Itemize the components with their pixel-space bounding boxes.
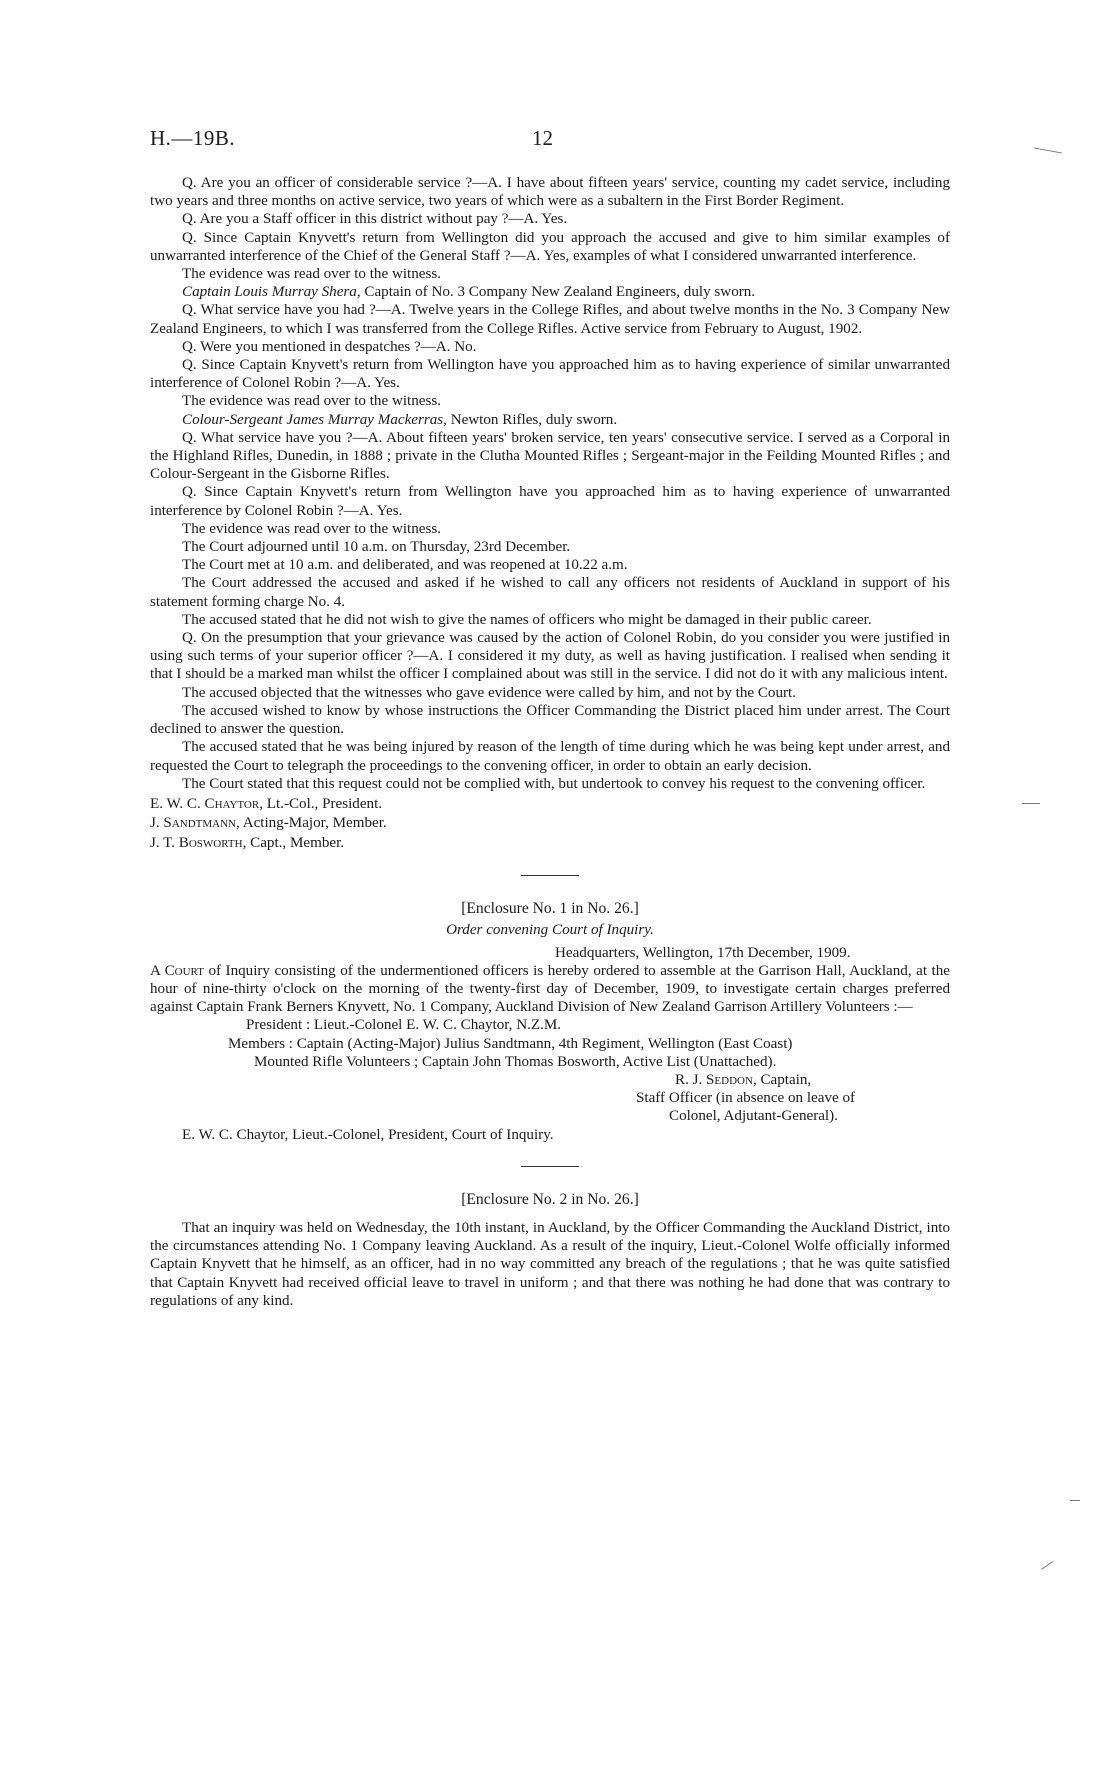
paragraph: The evidence was read over to the witness.	[182, 393, 442, 410]
page-number: 12	[532, 126, 553, 150]
order-signature: R. J. Seddon, Captain,	[675, 1071, 812, 1088]
witness-sworn-line	[150, 411, 950, 429]
witness-sworn-line	[150, 283, 950, 301]
paragraph: The Court addressed the accused and asked if he wished to call any officers not residents of Auckland in support of his statement forming charge No. 4.	[150, 575, 950, 610]
order-text: A Court of Inquiry consisting of the undermentioned officers is hereby ordered to assemble at the Garrison Hall, Auckland, at the hour of nine-thirty o'clock on the morning of the twenty-first day of December, 1909, to investigate certain charges preferred against Captain Frank Berners Knyvett, No. 1 Company, Auckland Division of New Zealand Garrison Artillery Volunteers :—	[150, 962, 950, 1016]
paragraph: The evidence was read over to the witness.	[182, 266, 442, 283]
witness-rest: , Captain of No. 3 Company New Zealand Engineers, duly sworn.	[356, 284, 756, 301]
enclosure-heading: [Enclosure No. 2 in No. 26.]	[461, 1190, 639, 1208]
page-header	[150, 126, 950, 152]
signature-block	[150, 795, 950, 853]
paragraph: The evidence was read over to the witness.	[182, 520, 442, 537]
paragraph: The Court adjourned until 10 a.m. on Thursday, 23rd December.	[182, 539, 571, 556]
paragraph: The Court met at 10 a.m. and deliberated, and was reopened at 10.22 a.m.	[182, 557, 628, 574]
document-reference: H.—19B.	[150, 126, 236, 150]
paragraph: Q. Are you a Staff officer in this district without pay ?—A. Yes.	[182, 211, 568, 228]
paragraph: The Court stated that this request could not be complied with, but undertook to convey his request to the convening officer.	[182, 775, 926, 792]
enclosure-heading: [Enclosure No. 1 in No. 26.]	[461, 900, 639, 918]
paragraph: Q. What service have you had ?—A. Twelve years in the College Rifles, and about twelve months in the No. 3 Company New Zealand Engineers, to which I was transferred from the College Rifles. Active service from February to August, 1902.	[150, 302, 950, 337]
signature-line: E. W. C. Chaytor, Lt.-Col., President.	[150, 795, 383, 812]
witness-rest: , Newton Rifles, duly sworn.	[443, 411, 618, 428]
document-body	[150, 174, 950, 1310]
paragraph: Q. What service have you ?—A. About fifteen years' broken service, ten years' consecutive service. I served as a Corporal in the Highland Rifles, Dunedin, in 1888 ; private in the Clutha Mounted Rifles ; Sergeant-major in the Feilding Mounted Rifles ; and Colour-Sergeant in the Gisborne Rifles.	[150, 429, 950, 483]
president-line: President : Lieut.-Colonel E. W. C. Chaytor, N.Z.M.	[246, 1017, 562, 1034]
section-divider	[521, 1166, 579, 1167]
paragraph: Q. Were you mentioned in despatches ?—A. No.	[182, 338, 477, 355]
signature-line: J. T. Bosworth, Capt., Member.	[150, 834, 345, 851]
scan-mark	[1041, 1561, 1053, 1570]
addressee-line: E. W. C. Chaytor, Lieut.-Colonel, President, Court of Inquiry.	[182, 1126, 554, 1143]
scan-mark	[1070, 1500, 1080, 1501]
paragraph: The accused stated that he was being injured by reason of the length of time during which he was being kept under arrest, and requested the Court to telegraph the proceedings to the convening officer, in order to obtain an early decision.	[150, 739, 950, 774]
order-signature-title: Colonel, Adjutant-General).	[669, 1108, 838, 1125]
order-signature-title: Staff Officer (in absence on leave of	[636, 1090, 856, 1107]
place-date: Headquarters, Wellington, 17th December, 1909.	[555, 944, 851, 961]
paragraph: Q. On the presumption that your grievance was caused by the action of Colonel Robin, do you consider you were justified in using such terms of your superior officer ?—A. I considered it my duty, as well as having justification. I realised when sending it that I should be a marked man whilst the officer I complained about was still in the service. I did not do it with any malicious intent.	[150, 630, 950, 683]
paragraph: Q. Are you an officer of considerable service ?—A. I have about fifteen years' service, counting my cadet service, including two years and three months on active service, two years of which were as a subaltern in the First Border Regiment.	[150, 175, 950, 210]
members-line: Mounted Rifle Volunteers ; Captain John Thomas Bosworth, Active List (Unattached).	[254, 1053, 777, 1070]
paragraph: The accused wished to know by whose instructions the Officer Commanding the District placed him under arrest. The Court declined to answer the question.	[150, 702, 950, 738]
paragraph: Q. Since Captain Knyvett's return from Wellington have you approached him as to having experience of unwarranted interference by Colonel Robin ?—A. Yes.	[150, 484, 950, 519]
paragraph: That an inquiry was held on Wednesday, the 10th instant, in Auckland, by the Officer Commanding the Auckland District, into the circumstances attending No. 1 Company leaving Auckland. As a result of the inquiry, Lieut.-Colonel Wolfe officially informed Captain Knyvett that he himself, as an officer, had in no way committed any breach of the regulations ; that he was quite satisfied that Captain Knyvett had received official leave to travel in uniform ; and that there was nothing he had done that was contrary to regulations of any kind.	[150, 1219, 950, 1309]
paragraph: The accused stated that he did not wish to give the names of officers who might be damaged in their public career.	[182, 611, 872, 628]
paragraph: Q. Since Captain Knyvett's return from Wellington have you approached him as to having experience of similar unwarranted interference of Colonel Robin ?—A. Yes.	[150, 357, 950, 392]
scan-mark	[1022, 803, 1040, 804]
section-divider	[521, 875, 579, 876]
members-line: Members : Captain (Acting-Major) Julius Sandtmann, 4th Regiment, Wellington (East Coast)	[228, 1035, 793, 1052]
signature-line: J. Sandtmann, Acting-Major, Member.	[150, 815, 387, 832]
witness-name: Colour-Sergeant James Murray Mackerras	[182, 411, 444, 428]
enclosure-subheading: Order convening Court of Inquiry.	[446, 922, 654, 939]
scan-mark	[1034, 148, 1062, 154]
paragraph: Q. Since Captain Knyvett's return from Wellington did you approach the accused and give to him similar examples of unwarranted interference of the Chief of the General Staff ?—A. Yes, examples of what I considered unwarranted interference.	[150, 229, 950, 264]
paragraph: The accused objected that the witnesses who gave evidence were called by him, and not by the Court.	[182, 684, 797, 701]
witness-name: Captain Louis Murray Shera	[182, 284, 357, 301]
